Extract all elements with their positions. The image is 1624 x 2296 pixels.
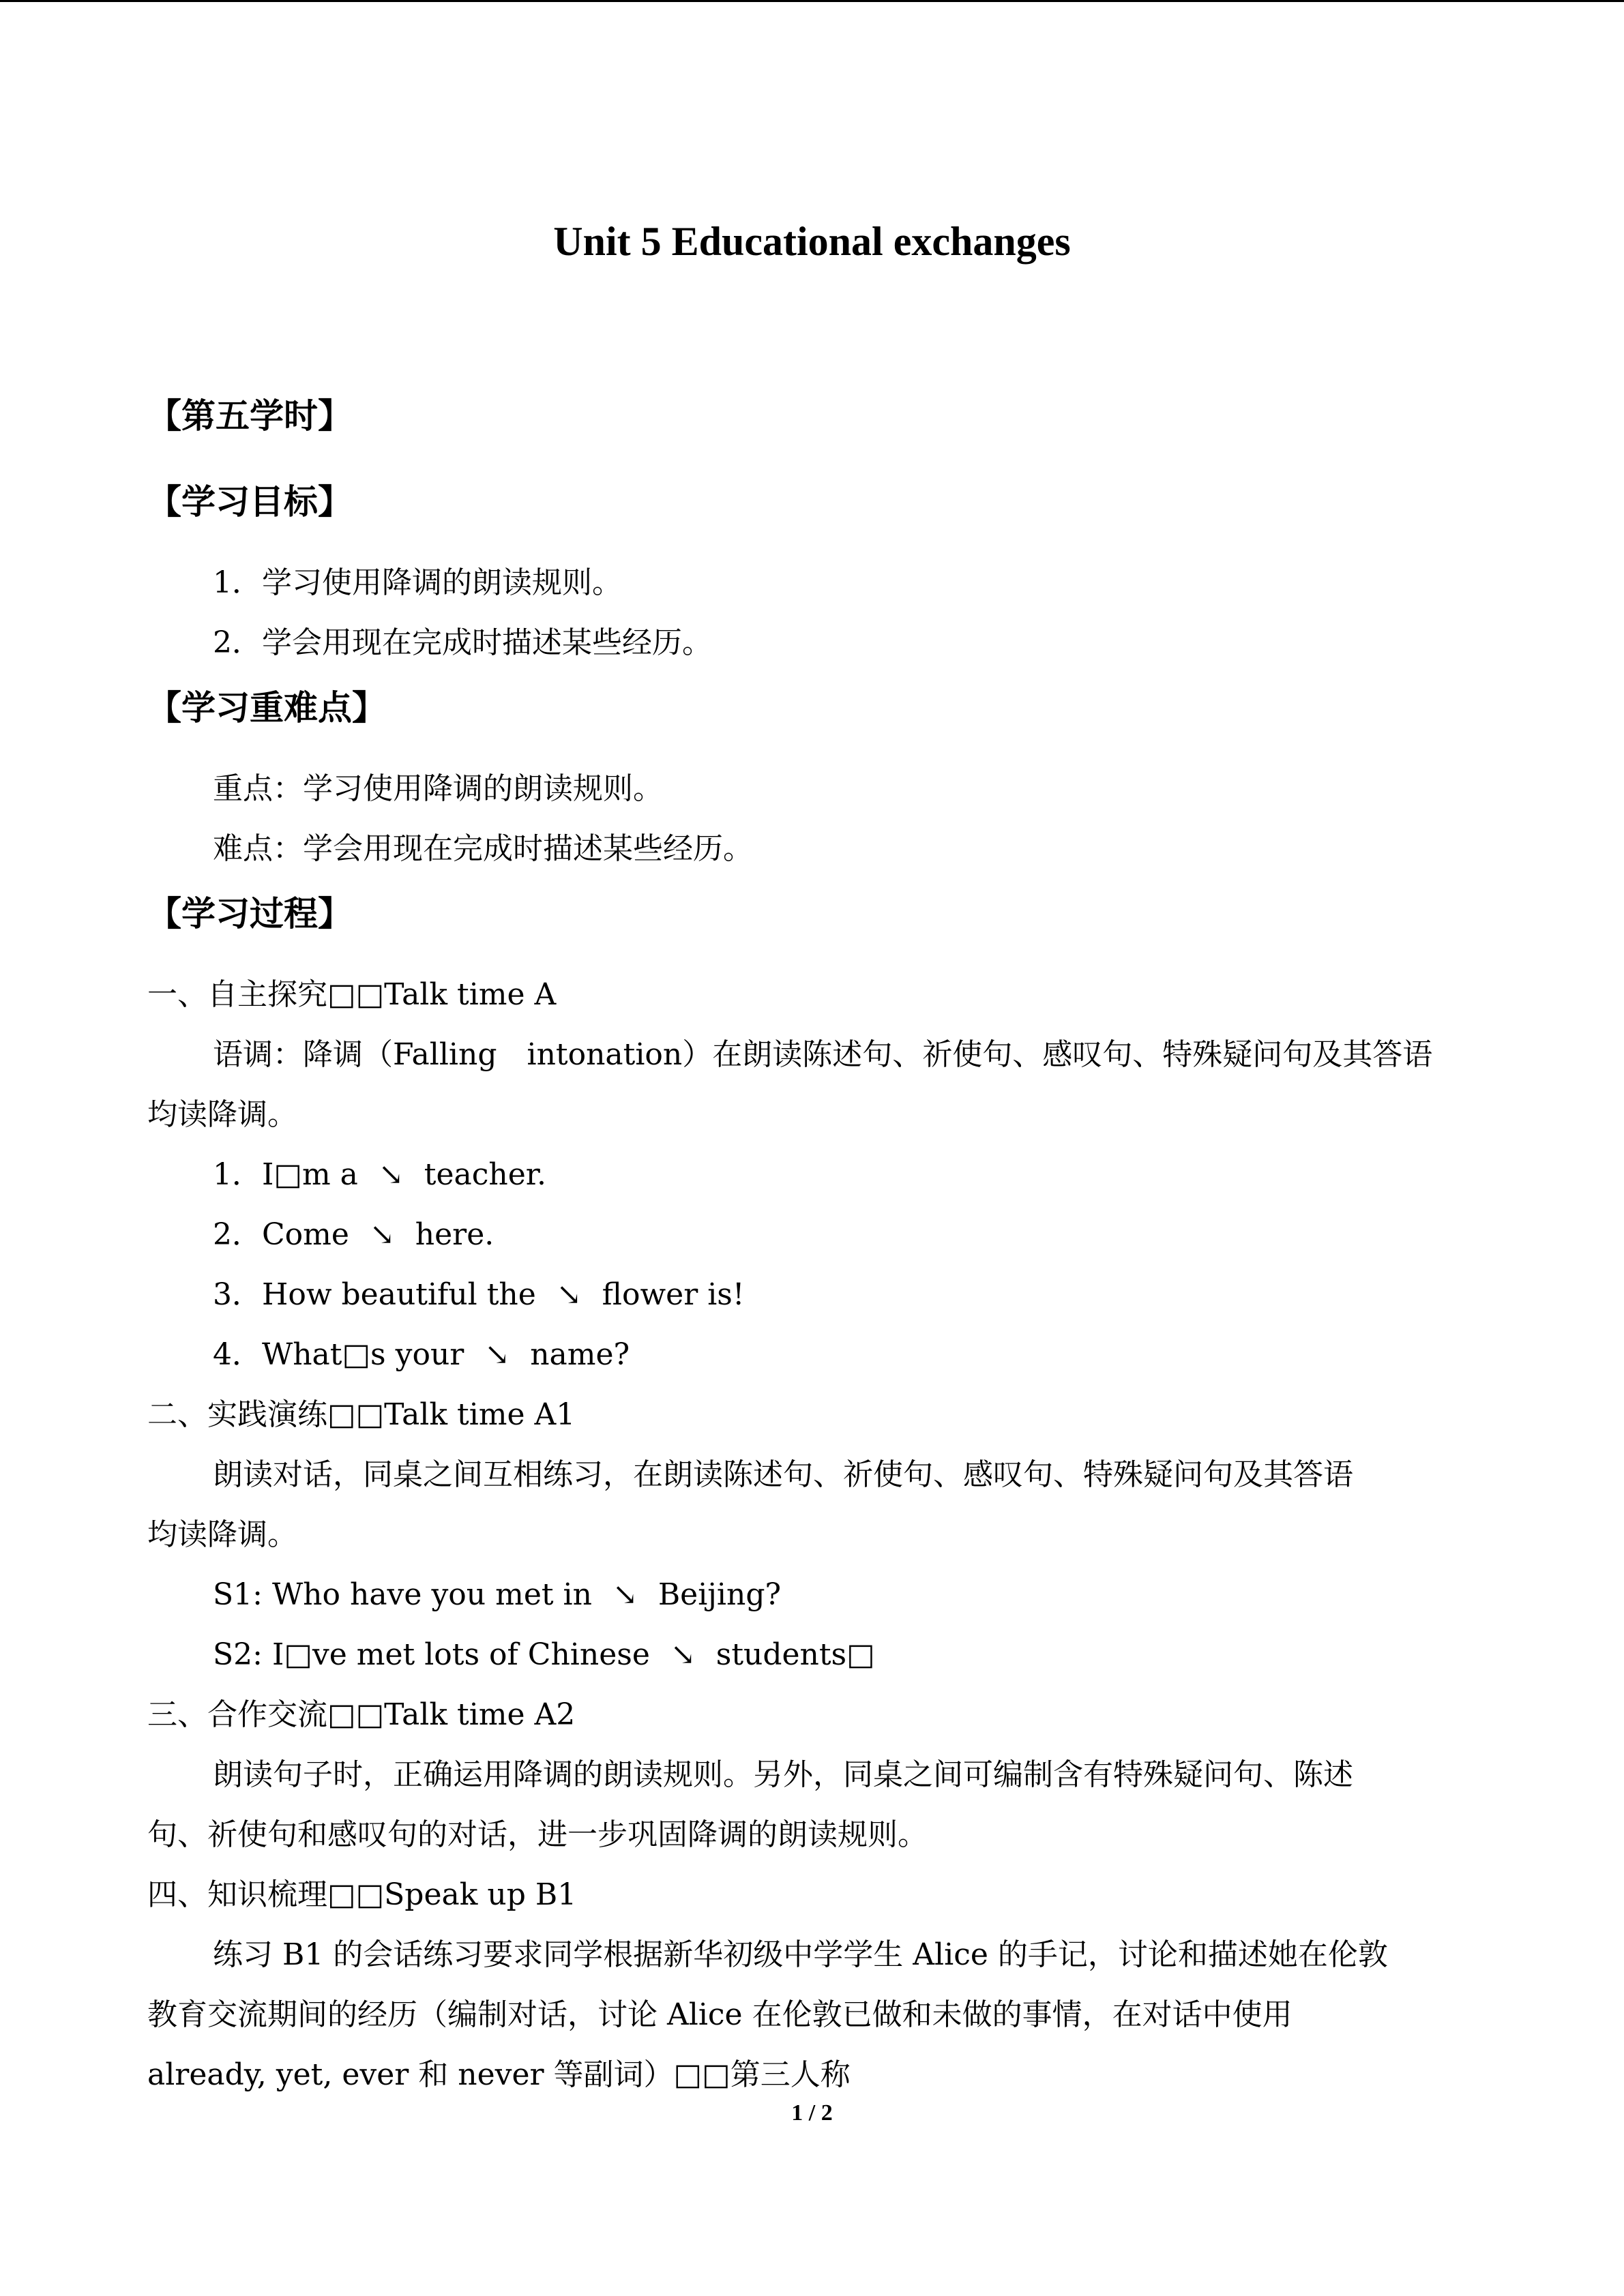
part1-paragraph-line: 语调：降调（Falling intonation）在朗读陈述句、祈使句、感叹句、特殊疑问句及其答语	[213, 1037, 1433, 1072]
example-text: 2．Come	[213, 1217, 349, 1252]
example-sentence-3	[213, 1272, 745, 1317]
falling-intonation-arrow-icon: ↘	[670, 1637, 696, 1672]
example-text: 4．What□s your	[213, 1337, 464, 1372]
dialogue-text: Beijing?	[658, 1577, 782, 1612]
part2-paragraph-line: 朗读对话，同桌之间互相练习，在朗读陈述句、祈使句、感叹句、特殊疑问句及其答语	[213, 1457, 1353, 1492]
example-sentence-2	[213, 1212, 494, 1257]
document-title: Unit 5 Educational exchanges	[553, 219, 1071, 264]
objective-item-1: 1．学习使用降调的朗读规则。	[213, 565, 622, 600]
lesson-heading: 【第五学时】	[147, 396, 352, 436]
dialogue-text: S1: Who have you met in	[213, 1577, 592, 1612]
key-point: 重点：学习使用降调的朗读规则。	[213, 771, 663, 806]
falling-intonation-arrow-icon: ↘	[612, 1577, 638, 1612]
difficult-point: 难点：学会用现在完成时描述某些经历。	[213, 831, 753, 866]
part4-paragraph-line: 教育交流期间的经历（编制对话，讨论 Alice 在伦敦已做和未做的事情，在对话中使用	[147, 1997, 1293, 2032]
part4-paragraph-line: 练习 B1 的会话练习要求同学根据新华初级中学学生 Alice 的手记，讨论和描述她在伦敦	[213, 1937, 1388, 1972]
example-text: name?	[530, 1337, 630, 1372]
part2-heading: 二、实践演练□□Talk time A1	[147, 1397, 576, 1432]
part2-paragraph-line: 均读降调。	[147, 1517, 297, 1552]
part1-paragraph-line: 均读降调。	[147, 1097, 297, 1132]
part3-paragraph-line: 句、祈使句和感叹句的对话，进一步巩固降调的朗读规则。	[147, 1817, 928, 1852]
objectives-heading: 【学习目标】	[147, 482, 352, 522]
page-number: 1 / 2	[791, 2100, 833, 2126]
example-sentence-4	[213, 1332, 630, 1377]
falling-intonation-arrow-icon: ↘	[484, 1337, 510, 1372]
example-text: teacher.	[424, 1157, 546, 1192]
key-points-heading: 【学习重难点】	[147, 688, 386, 728]
process-heading: 【学习过程】	[147, 894, 352, 934]
part3-heading: 三、合作交流□□Talk time A2	[147, 1697, 576, 1732]
example-text: here.	[415, 1217, 494, 1252]
dialogue-text: students□	[715, 1637, 875, 1672]
example-text: 3．How beautiful the	[213, 1277, 536, 1312]
part3-paragraph-line: 朗读句子时，正确运用降调的朗读规则。另外，同桌之间可编制含有特殊疑问句、陈述	[213, 1757, 1353, 1792]
example-text: 1．I□m a	[213, 1157, 358, 1192]
example-text: flower is!	[602, 1277, 745, 1312]
dialogue-text: S2: I□ve met lots of Chinese	[213, 1637, 650, 1672]
part4-heading: 四、知识梳理□□Speak up B1	[147, 1877, 577, 1912]
example-sentence-1	[213, 1152, 546, 1197]
top-border-line	[0, 0, 1624, 2]
part1-heading: 一、自主探究□□Talk time A	[147, 977, 557, 1012]
falling-intonation-arrow-icon: ↘	[369, 1217, 395, 1252]
dialogue-line-s1	[213, 1572, 781, 1617]
objective-item-2: 2．学会用现在完成时描述某些经历。	[213, 625, 712, 660]
dialogue-line-s2	[213, 1632, 875, 1678]
falling-intonation-arrow-icon: ↘	[378, 1157, 404, 1192]
part4-paragraph-line: already, yet, ever 和 never 等副词）□□第三人称	[147, 2057, 851, 2092]
falling-intonation-arrow-icon: ↘	[556, 1277, 582, 1312]
